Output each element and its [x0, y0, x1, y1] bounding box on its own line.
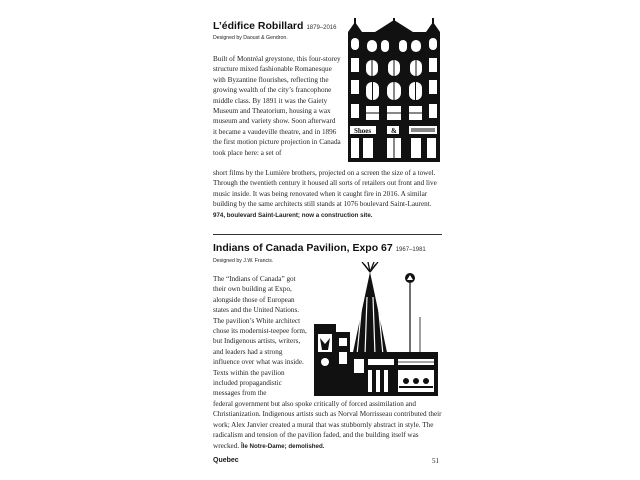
section1-byline: Designed by Daoust & Gendron.	[213, 35, 288, 41]
section2-paragraph-narrow: The “Indians of Canada” got their own building at Expo, alongside those of European states and the United Nations. The pavilion’s White architect chose its modernist-teepee form, but Indigenous artists, writers, and leaders had a strong influence over what was inside. Texts within the pavilion included propagandistic messages from the	[213, 275, 307, 398]
section2-byline: Designed by J.W. Francis.	[213, 258, 274, 264]
section1-address: 974, boulevard Saint-Laurent; now a construction site.	[213, 211, 373, 219]
robillard-building-illustration	[345, 18, 443, 163]
section1-years: 1879–2016	[306, 25, 337, 31]
section2-title: Indians of Canada Pavilion, Expo 67 1967–1981	[213, 242, 426, 254]
robillard-sign-ampersand: &	[391, 127, 397, 135]
section2-address: Île Notre-Dame; demolished.	[240, 442, 325, 450]
section-divider	[213, 234, 442, 235]
footer-section-name: Quebec	[213, 457, 239, 464]
footer-page-number: 51	[432, 457, 439, 465]
robillard-sign-shoes: Shoes	[354, 127, 372, 135]
teepee-pavilion-illustration	[312, 262, 442, 397]
section1-paragraph-narrow: Built of Montréal greystone, this four-storey structure mixed fashionable Romanesque with Byzantine flourishes, reflecting the growing wealth of the city’s francophone middle class. By 1891 it was the Gaiety Museum and Theatorium, housing a wax museum and variety show. Soon afterward it became a vaudeville theatre, and in 1896 the first motion picture projection in Canada took place here: a set of	[213, 55, 341, 157]
section1-title: L’édifice Robillard 1879–2016	[213, 20, 337, 32]
section2-years: 1967–1981	[395, 247, 426, 253]
section1-paragraph-wide: short films by the Lumière brothers, projected on a screen the size of a towel. Through the twentieth century it housed all sorts of retailers out front and live music inside. It was being renovated when it caught fire in 2016. A similar building by the same architects still stands at 1076 boulevard Saint-Laurent. 974, boulevard Saint-Laurent; now a construction site.	[213, 169, 437, 219]
section2-paragraph-wide: federal government but also spoke critically of forced assimilation and Christianization. Indigenous artists such as Norval Morrisseau contributed their work; Alex Janvier created a mural that was stubbornly abstract in style. The radicalism and tension of the pavilion faded, and the building itself was wrecked. Île Notre-Dame; demolished.	[213, 400, 442, 450]
